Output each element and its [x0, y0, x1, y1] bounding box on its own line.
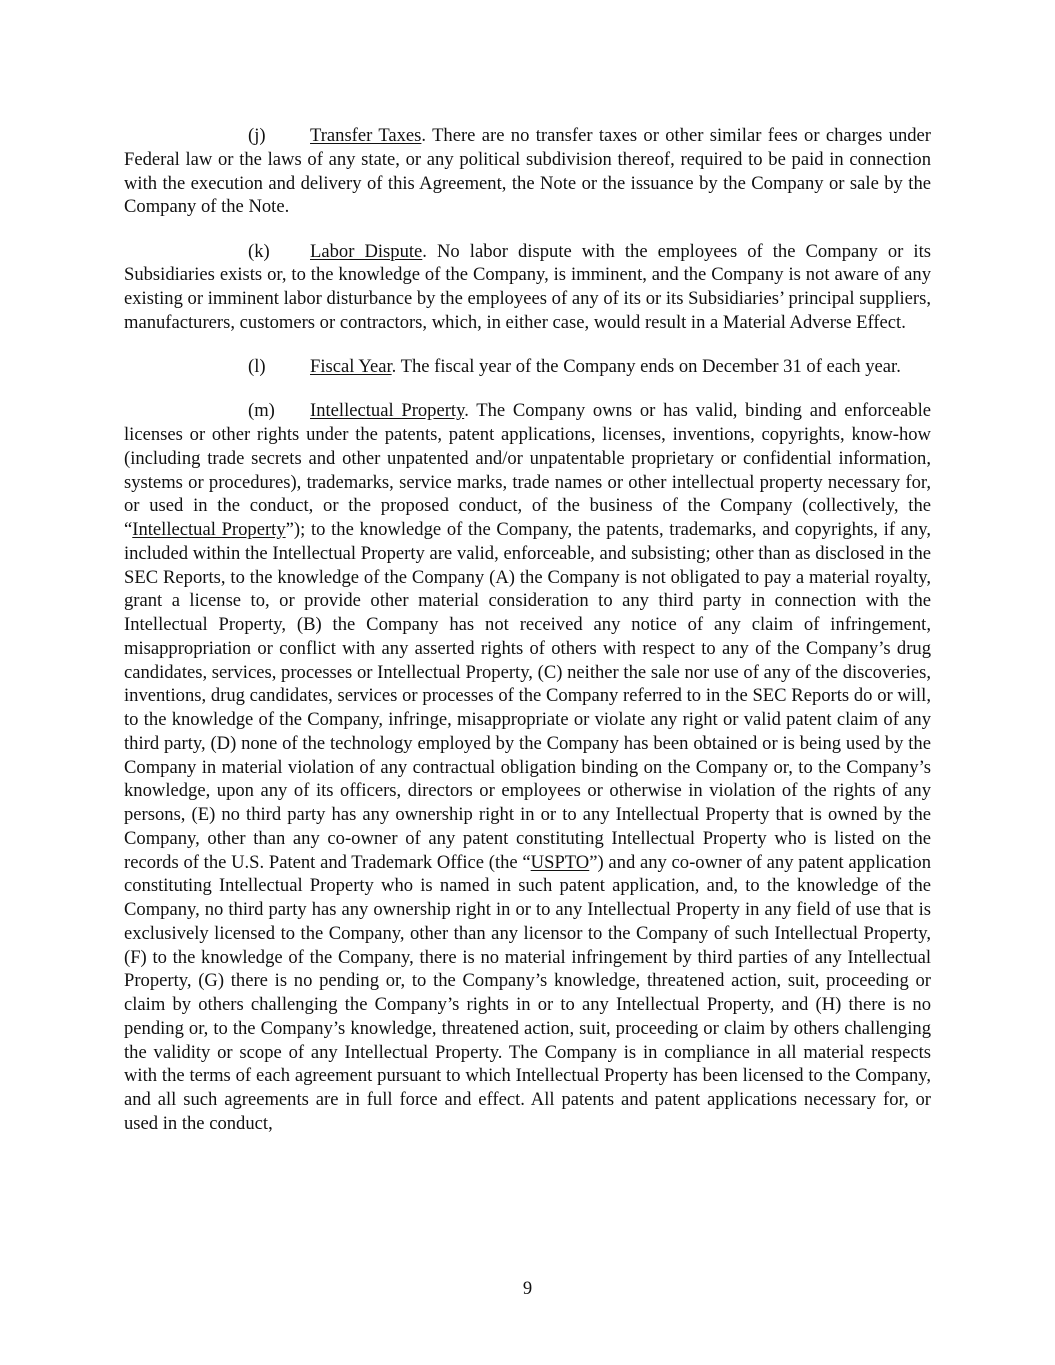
section-text: ”); to the knowledge of the Company, the patents, trademarks, and copyrights, if any, included within the Intellectual Property are valid, enforceable, and subsisting; other than as disclosed in the SEC Reports, to the knowledge of the Company (A) the Company is not obligated to pay a material royalty, grant a license to, or provide other material consideration to any third party in connection with the Intellectual Property, (B) the Company has not received any notice of any claim of infringement, misappropriation or conflict with any asserted rights of others with respect to any of the Company’s drug candidates, services, processes or Intellectual Property, (C) neither the sale nor use of any of the discoveries, inventions, drug candidates, services or processes of the Company referred to in the SEC Reports do or will, to the knowledge of the Company, infringe, misappropriate or violate any right or valid patent claim of any third party, (D) none of the technology employed by the Company has been obtained or is being used by the Company in material violation of any contractual obligation binding on the Company or, to the Company’s knowledge, upon any of its officers, directors or employees or otherwise in violation of the rights of any persons, (E) no third party has any ownership right in or to any Intellectual Property that is owned by the Company, other than any co-owner of any patent constituting Intellectual Property who is listed on the records of the U.S. Patent and Trademark Office (the “: [124, 519, 932, 873]
document-page: [124, 124, 931, 1156]
section-text: . The fiscal year of the Company ends on December 31 of each year.: [391, 356, 901, 377]
defined-term: Intellectual Property: [132, 519, 286, 540]
section-text: . No labor dispute with the employees of the Company or its Subsidiaries exists or, to the knowledge of the Company, is imminent, and the Company is not aware of any existing or imminent labor disturbance by the employees of any of its or its Subsidiaries’ principal suppliers, manufacturers, customers or contractors, which, in either case, would result in a Material Adverse Effect.: [124, 240, 931, 333]
section-labor-dispute: [124, 240, 931, 335]
section-number: (m): [248, 400, 275, 422]
section-heading: Labor Dispute: [310, 240, 423, 262]
paragraph: [124, 240, 931, 335]
defined-term: USPTO: [530, 851, 590, 873]
section-fiscal-year: [124, 355, 931, 379]
section-number: (l): [248, 356, 266, 377]
section-intellectual-property: [124, 399, 931, 1135]
section-heading: Intellectual Property: [310, 400, 465, 422]
page-number: 9: [522, 1278, 533, 1299]
paragraph: [124, 399, 931, 1135]
section-transfer-taxes: [124, 124, 931, 219]
section-number: (k): [248, 240, 270, 262]
section-heading: Fiscal Year: [310, 356, 392, 377]
section-text: . There are no transfer taxes or other similar fees or charges under Federal law or the laws of any state, or any political subdivision thereof, required to be paid in connection with the execution and delivery of this Agreement, the Note or the issuance by the Company or sale by the Company of the Note.: [124, 125, 931, 218]
paragraph: [124, 124, 931, 219]
section-text: . The Company owns or has valid, binding and enforceable licenses or other rights under the patents, patent applications, licenses, inventions, copyrights, know-how (including trade secrets and other unpatented and/or unpatentable proprietary or confidential information, systems or procedures), trademarks, service marks, trade names or other intellectual property necessary for, or used in the conduct, or the proposed conduct, of the business of the Company (collectively, the “: [124, 400, 931, 540]
section-number: (j): [248, 125, 266, 146]
section-text: ”) and any co-owner of any patent application constituting Intellectual Property who is named in such patent application, and, to the knowledge of the Company, no third party has any ownership right in or to any Intellectual Property in any field of use that is exclusively licensed to the Company, other than any licensor to the Company of such Intellectual Property, (F) to the knowledge of the Company, there is no material infringement by third parties of any Intellectual Property, (G) there is no pending or, to the Company’s knowledge, threatened action, suit, proceeding or claim by others challenging the Company’s rights in or to any Intellectual Property, and (H) there is no pending or, to the Company’s knowledge, threatened action, suit, proceeding or claim by others challenging the validity or scope of any Intellectual Property. The Company is in compliance in all material respects with the terms of each agreement pursuant to which Intellectual Property has been licensed to the Company, and all such agreements are in full force and effect. All patents and patent applications necessary for, or used in the conduct,: [124, 851, 931, 1134]
paragraph: [124, 355, 931, 379]
section-heading: Transfer Taxes: [310, 125, 422, 146]
